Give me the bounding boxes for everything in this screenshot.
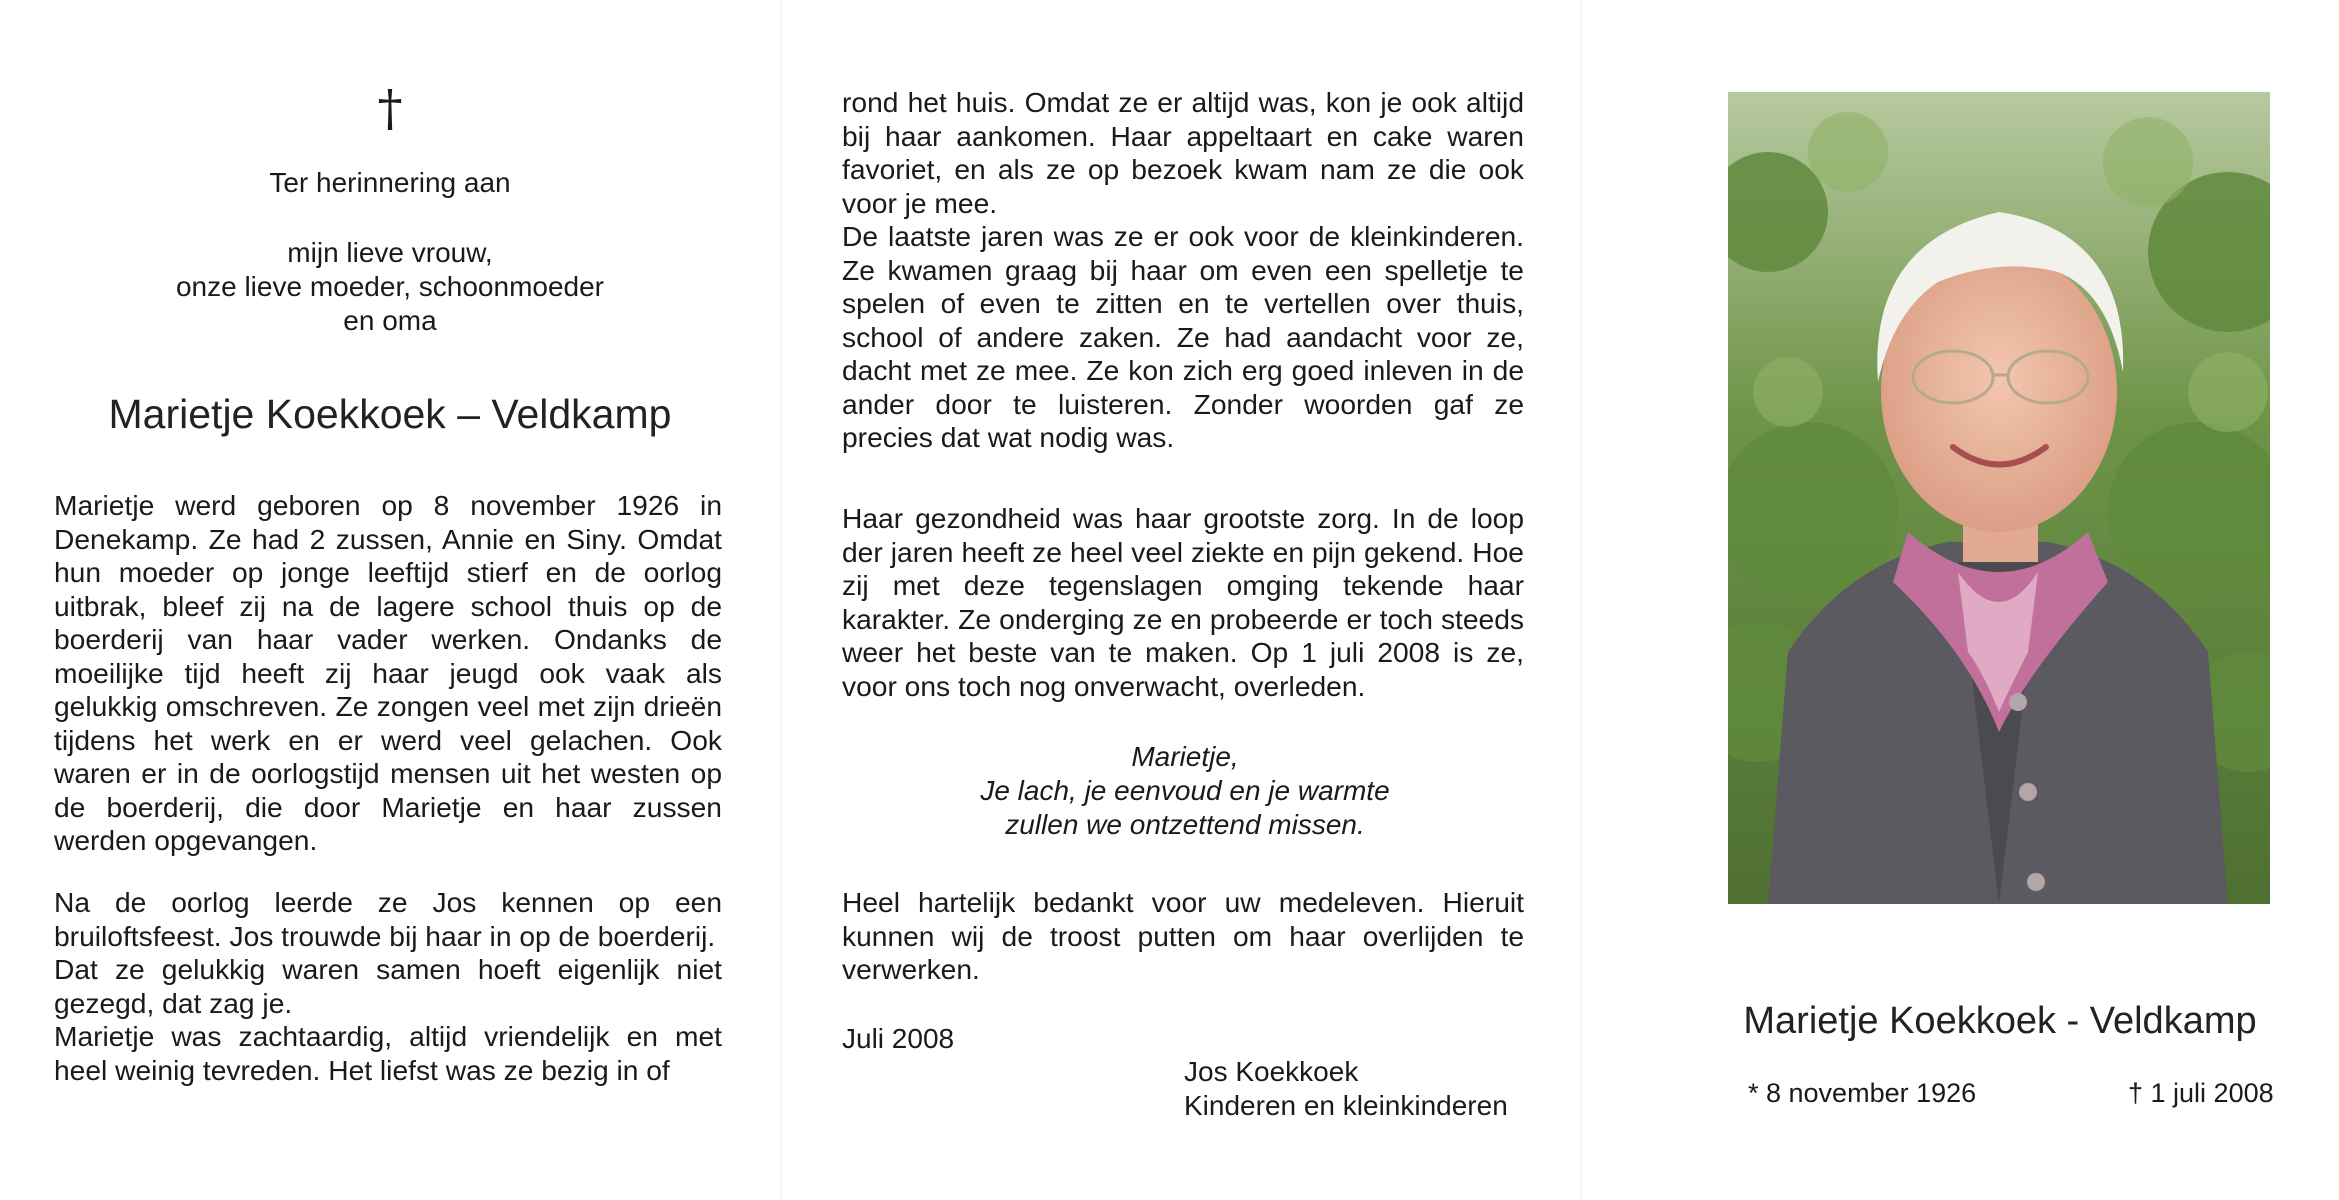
biography-paragraph-3 — [842, 86, 1524, 455]
dedication-line: onze lieve moeder, schoonmoeder — [175, 271, 605, 302]
poem-line: zullen we ontzettend missen. — [1005, 809, 1365, 840]
health-paragraph: Haar gezondheid was haar grootste zorg. In de loop der jaren heeft ze heel veel ziekte en pijn gekend. Hoe zij met deze tegenslagen omging tekende haar karakter. Ze onderging ze en probeerde er toch steeds weer het beste van te maken. Op 1 juli 2008 is ze, voor ons toch nog onverwacht, overleden. — [842, 502, 1524, 702]
portrait-illustration — [1728, 92, 2270, 904]
dedication-line: mijn lieve vrouw, — [287, 237, 493, 268]
intro-line: Ter herinnering aan — [269, 167, 511, 198]
biography-line: Na de oorlog leerde ze Jos kennen op een bruiloftsfeest. Jos trouwde bij haar in op de boerderij. — [54, 886, 722, 952]
signature-line: Jos Koekkoek — [1184, 1056, 1359, 1087]
biography-line: Marietje was zachtaardig, altijd vriendelijk en met heel weinig tevreden. Het liefst was ze bezig in of — [54, 1020, 722, 1086]
dedication-line: en oma — [343, 305, 437, 336]
biography-line: rond het huis. Omdat ze er altijd was, kon je ook altijd bij haar aankomen. Haar appeltaart en cake waren favoriet, en als ze op bezoek kwam nam ze die ook voor je mee. — [842, 86, 1524, 219]
fold-line-right — [1580, 0, 1582, 1200]
biography-line: De laatste jaren was ze er ook voor de kleinkinderen. Ze kwamen graag bij haar om even een spelletje te spelen of even te zitten en te vertellen over thuis, school of andere zaken. Ze had aandacht voor ze, dacht met ze mee. Ze kon zich erg goed inleven in de ander door te luisteren. Zonder woorden gaf ze precies dat wat nodig was. — [842, 220, 1524, 453]
signature — [1184, 1055, 1508, 1123]
cross-icon: † — [377, 79, 403, 137]
dedication — [90, 236, 690, 338]
biography-line: Dat ze gelukkig waren samen hoeft eigenlijk niet gezegd, dat zag je. — [54, 953, 722, 1019]
death-date: † 1 juli 2008 — [2128, 1078, 2274, 1108]
poem-line: Marietje, — [1131, 741, 1239, 772]
signature-line: Kinderen en kleinkinderen — [1184, 1090, 1508, 1121]
fold-line-left — [780, 0, 782, 1200]
deceased-name-heading: Marietje Koekkoek – Veldkamp — [108, 391, 672, 437]
thank-you-paragraph: Heel hartelijk bedankt voor uw medeleven. Hieruit kunnen wij de troost putten om haar overlijden te verwerken. — [842, 886, 1524, 985]
deceased-name-caption: Marietje Koekkoek - Veldkamp — [1743, 1000, 2257, 1042]
biography-paragraph-1: Marietje werd geboren op 8 november 1926 in Denekamp. Ze had 2 zussen, Annie en Siny. Omdat hun moeder op jonge leeftijd stierf en de oorlog uitbrak, bleef zij na de lagere school thuis op de boerderij van haar vader werken. Ondanks de moeilijke tijd heeft zij haar jeugd ook vaak als gelukkig omschreven. Ze zongen veel met zijn drieën tijdens het werk en er werd veel gelachen. Ook waren er in de oorlogstijd mensen uit het westen op de boerderij, die door Marietje en haar zussen werden opgevangen. — [54, 489, 722, 856]
poem-line: Je lach, je eenvoud en je warmte — [980, 775, 1390, 806]
biography-paragraph-2 — [54, 886, 722, 1087]
birth-date: * 8 november 1926 — [1748, 1078, 1977, 1108]
portrait-photo — [1728, 92, 2270, 904]
memorial-poem — [900, 740, 1470, 842]
date-line: Juli 2008 — [842, 1023, 955, 1054]
